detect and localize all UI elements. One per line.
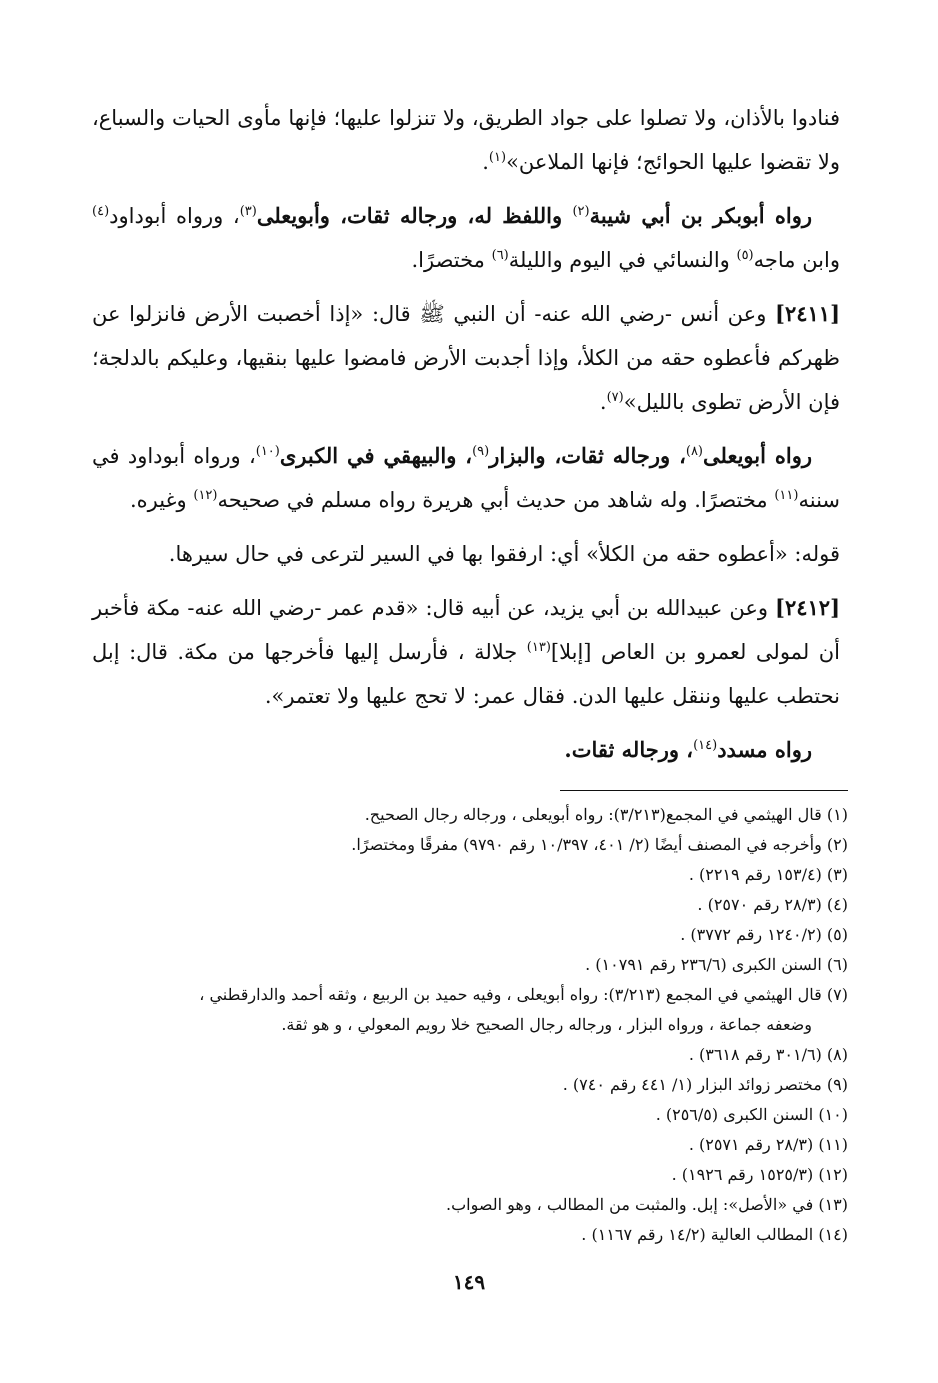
footnote-ref[interactable]: (١١)	[774, 488, 799, 503]
footnote-ref[interactable]: (٣)	[239, 204, 257, 219]
footnote: (٤) (٢٨/٣ رقم ٢٥٧٠) .	[697, 895, 848, 914]
footnote: (١٠) السنن الكبرى (٢٥٦/٥) .	[655, 1105, 848, 1124]
hadith-number: [٢٤١٢]	[775, 595, 840, 620]
footnote-ref[interactable]: (٦)	[491, 248, 509, 263]
footnote-ref[interactable]: (٥)	[736, 248, 754, 263]
narrator-lead: رواه أبوبكر بن أبي شيبة	[589, 203, 812, 228]
footnote: (١٤) المطالب العالية (١٤/٢ رقم ١١٦٧) .	[581, 1225, 848, 1244]
footnote-ref[interactable]: (١٢)	[193, 488, 218, 503]
footnote: (١٣) في «الأصل»: إبل. والمثبت من المطالب ، وهو الصواب.	[446, 1195, 848, 1214]
footnote: (١٢) (١٥٢٥/٣ رقم ١٩٢٦) .	[671, 1165, 848, 1184]
footnote-ref[interactable]: (١٣)	[526, 640, 551, 655]
footnote-ref[interactable]: (١٠)	[255, 444, 280, 459]
footnote-continuation: وضعفه جماعة ، ورواه البزار ، ورجاله رجال الصحيح خلا رويم المعولي ، و هو ثقة.	[281, 1015, 812, 1034]
footnote-ref[interactable]: (١٤)	[693, 738, 718, 753]
commentary: قوله: «أعطوه حقه من الكلأ» أي: ارفقوا بها في السير لترعى في حال سيرها.	[168, 542, 840, 566]
hadith-number: [٢٤١١]	[775, 301, 840, 326]
footnote-ref[interactable]: (٧)	[606, 390, 624, 405]
footnote: (٩) مختصر زوائد البزار (١/ ٤٤١ رقم ٧٤٠) .	[562, 1075, 848, 1094]
footnote: (١١) (٢٨/٣ رقم ٢٥٧١) .	[688, 1135, 848, 1154]
hadith-2411: [٢٤١١] وعن أنس -رضي الله عنه- أن النبي ﷺ قال: «إذا أخصبت الأرض فانزلوا عن ظهركم فأعطوه حقه من الكلأ، وإذا أجدبت الأرض فامضوا عليها بنقيها، وعليكم بالدلجة؛ فإن الأرض تطوى بالليل»$^{(٧)}$.	[92, 301, 840, 414]
narrator-lead: رواه مسدد	[717, 737, 812, 762]
footnote: (٦) السنن الكبرى (٢٣٦/٦ رقم ١٠٧٩١) .	[585, 955, 848, 974]
footnote: (٣) (١٥٣/٤ رقم ٢٢١٩) .	[688, 865, 848, 884]
footnote: (١) قال الهيثمي في المجمع(٣/٢١٣): رواه أبويعلى ، ورجاله رجال الصحيح.	[364, 805, 848, 824]
paragraph-7: رواه مسدد$^{(١٤)}$، ورجاله ثقات.	[564, 737, 812, 762]
footnote-divider	[560, 790, 848, 791]
footnote: (٧) قال الهيثمي في المجمع (٣/٢١٣): رواه أبويعلى ، وفيه حميد بن الربيع ، وثقه أحمد والدارقطني ،	[199, 985, 848, 1004]
footnote: (٨) (٣٠١/٦ رقم ٣٦١٨) .	[688, 1045, 848, 1064]
paragraph-1: فنادوا بالأذان، ولا تصلوا على جواد الطريق، ولا تنزلوا عليها؛ فإنها مأوى الحيات والسباع، ولا تقضوا عليها الحوائج؛ فإنها الملاعن»$^{(١)}$.	[92, 106, 840, 174]
hadith-2412: [٢٤١٢] وعن عبيدالله بن أبي يزيد، عن أبيه قال: «قدم عمر -رضي الله عنه- مكة فأخبر أن لمولى لعمرو بن العاص [إبلا]$^{(١٣)}$ جلالة ، فأرسل إليها فأخرجها من مكة. قال: إبل نحتطب عليها وننقل عليها الدن. فقال عمر: لا تحج عليها ولا تعتمر».	[92, 595, 840, 708]
footnote-ref[interactable]: (١)	[488, 150, 507, 165]
footnotes	[92, 800, 848, 1250]
footnote: (٥) (١٢٤٠/٢ رقم ٣٧٧٢) .	[680, 925, 848, 944]
footnote-ref[interactable]: (٨)	[685, 444, 703, 459]
footnote-ref[interactable]: (٩)	[472, 444, 490, 459]
footnote: (٢) وأخرجه في المصنف أيضًا (٢/ ٤٠١، ١٠/٣٩٧ رقم ٩٧٩٠) مفرقًا ومختصرًا.	[351, 835, 848, 854]
paragraph-4: رواه أبويعلى$^{(٨)}$، ورجاله ثقات، والبزار$^{(٩)}$، والبيهقي في الكبرى$^{(١٠)}$، ورواه أبوداود في سننه$^{(١١)}$ مختصرًا. وله شاهد من حديث أبي هريرة رواه مسلم في صحيحه$^{(١٢)}$ وغيره.	[92, 443, 840, 512]
page-number: ١٤٩	[452, 1270, 486, 1294]
paragraph-2: رواه أبوبكر بن أبي شيبة$^{(٢)}$ واللفظ له، ورجاله ثقات، وأبويعلى$^{(٣)}$، ورواه أبوداود$^{(٤)}$ وابن ماجه$^{(٥)}$ والنسائي في اليوم والليلة$^{(٦)}$ مختصرًا.	[92, 203, 840, 272]
footnote-ref[interactable]: (٤)	[92, 204, 110, 219]
footnote-ref[interactable]: (٢)	[572, 204, 590, 219]
main-text	[92, 96, 840, 776]
narrator-lead: رواه أبويعلى	[703, 443, 813, 468]
